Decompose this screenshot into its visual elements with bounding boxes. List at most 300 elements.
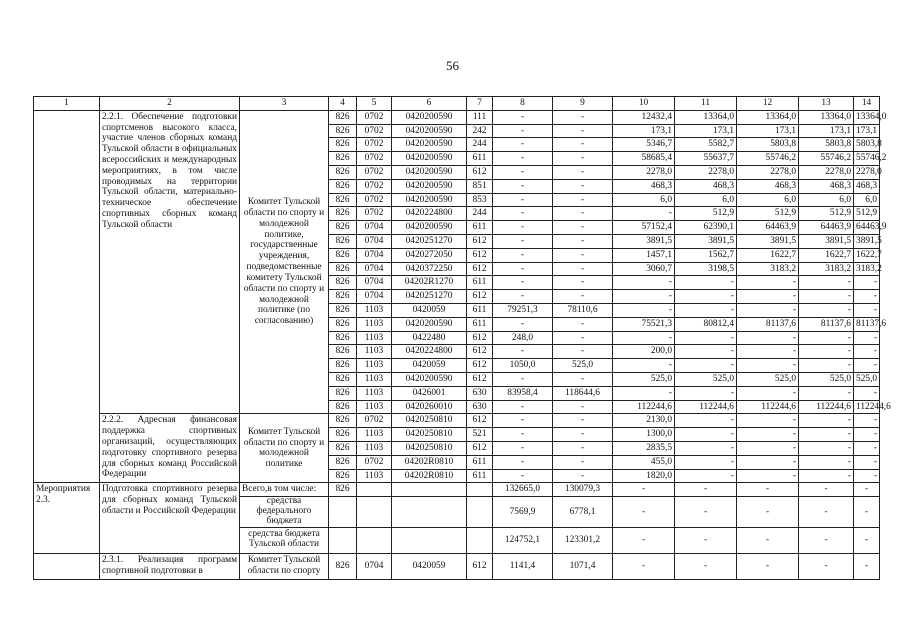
value-cell: 826	[329, 179, 357, 193]
value-cell: 57152,4	[613, 221, 675, 235]
value-cell: 611	[467, 303, 493, 317]
value-cell: 612	[467, 441, 493, 455]
value-cell: 826	[329, 359, 357, 373]
value-cell: -	[799, 276, 854, 290]
activity-description: 2.3.1. Реализация программ спортивной подготовки в	[100, 553, 240, 579]
value-cell: 826	[329, 400, 357, 414]
value-cell: 826	[329, 165, 357, 179]
value-cell: -	[854, 441, 880, 455]
funding-source-label: Всего,в том числе:	[240, 483, 329, 497]
value-cell: 0420224800	[392, 207, 467, 221]
value-cell: 826	[329, 331, 357, 345]
value-cell: 0420059	[392, 359, 467, 373]
value-cell: 826	[329, 317, 357, 331]
value-cell: 173,1	[675, 124, 737, 138]
value-cell: 0420200590	[392, 124, 467, 138]
value-cell: 55746,2	[737, 152, 799, 166]
value-cell: 1300,0	[613, 428, 675, 442]
executor-cell: Комитет Тульской области по спорту и молодежной политике, государственные учреждения, подведомственные комитету Тульской области по спорту и молодежной политике (по согласованию)	[240, 110, 329, 414]
value-cell: -	[493, 124, 553, 138]
value-cell: -	[675, 553, 737, 579]
value-cell: 200,0	[613, 345, 675, 359]
value-cell: 826	[329, 483, 357, 497]
value-cell: -	[799, 469, 854, 483]
executor-cell: Комитет Тульской области по спорту и молодежной политике	[240, 414, 329, 483]
value-cell: 112244,6	[737, 400, 799, 414]
value-cell: -	[493, 193, 553, 207]
value-cell: 3891,5	[675, 234, 737, 248]
value-cell: -	[675, 414, 737, 428]
executor-cell: Комитет Тульской области по спорту	[240, 553, 329, 579]
value-cell: 6778,1	[553, 497, 613, 528]
value-cell: -	[493, 110, 553, 124]
value-cell: 2835,5	[613, 441, 675, 455]
value-cell: 1103	[357, 359, 392, 373]
value-cell: 612	[467, 345, 493, 359]
value-cell: 3198,5	[675, 262, 737, 276]
value-cell: 81137,6	[854, 317, 880, 331]
value-cell: 0704	[357, 290, 392, 304]
value-cell: 0704	[357, 553, 392, 579]
value-cell: 0704	[357, 262, 392, 276]
value-cell: -	[613, 497, 675, 528]
column-header: 4	[329, 97, 357, 111]
value-cell: -	[737, 414, 799, 428]
value-cell: -	[675, 331, 737, 345]
value-cell: 612	[467, 372, 493, 386]
value-cell: 3060,7	[613, 262, 675, 276]
value-cell: 826	[329, 303, 357, 317]
value-cell: -	[854, 276, 880, 290]
value-cell: 826	[329, 455, 357, 469]
value-cell: -	[854, 428, 880, 442]
group-label-cell	[34, 110, 100, 483]
value-cell: -	[553, 234, 613, 248]
value-cell: 12432,4	[613, 110, 675, 124]
value-cell: 5803,8	[854, 138, 880, 152]
value-cell: -	[553, 428, 613, 442]
value-cell: 468,3	[675, 179, 737, 193]
value-cell: 468,3	[799, 179, 854, 193]
value-cell: -	[799, 483, 854, 497]
value-cell: -	[553, 262, 613, 276]
value-cell: -	[493, 276, 553, 290]
value-cell: 0420200590	[392, 221, 467, 235]
value-cell: 1103	[357, 386, 392, 400]
value-cell: 1103	[357, 469, 392, 483]
value-cell: 826	[329, 207, 357, 221]
value-cell: -	[854, 455, 880, 469]
value-cell: 75521,3	[613, 317, 675, 331]
value-cell: 1071,4	[553, 553, 613, 579]
value-cell: -	[737, 303, 799, 317]
value-cell: 3183,2	[854, 262, 880, 276]
value-cell: 04202R0810	[392, 455, 467, 469]
value-cell: 1562,7	[675, 248, 737, 262]
column-header: 12	[737, 97, 799, 111]
value-cell: 826	[329, 193, 357, 207]
value-cell: -	[553, 290, 613, 304]
value-cell: 2278,0	[613, 165, 675, 179]
value-cell: 1622,7	[737, 248, 799, 262]
value-cell: -	[799, 303, 854, 317]
value-cell: 611	[467, 469, 493, 483]
value-cell	[392, 527, 467, 553]
value-cell: 0702	[357, 179, 392, 193]
value-cell: -	[854, 359, 880, 373]
value-cell: 0704	[357, 248, 392, 262]
value-cell: -	[737, 386, 799, 400]
value-cell: -	[675, 527, 737, 553]
column-header: 8	[493, 97, 553, 111]
value-cell: 612	[467, 165, 493, 179]
value-cell: 468,3	[854, 179, 880, 193]
value-cell: 132665,0	[493, 483, 553, 497]
value-cell: -	[799, 553, 854, 579]
value-cell: 826	[329, 248, 357, 262]
value-cell: 78110,6	[553, 303, 613, 317]
value-cell: -	[613, 276, 675, 290]
value-cell: 3891,5	[854, 234, 880, 248]
value-cell: -	[553, 221, 613, 235]
header-row	[34, 97, 880, 111]
value-cell: 5803,8	[737, 138, 799, 152]
column-header: 5	[357, 97, 392, 111]
value-cell: -	[737, 469, 799, 483]
value-cell	[467, 497, 493, 528]
value-cell: -	[493, 345, 553, 359]
value-cell: 0420251270	[392, 290, 467, 304]
value-cell: 2278,0	[799, 165, 854, 179]
value-cell: -	[553, 276, 613, 290]
value-cell: -	[854, 345, 880, 359]
value-cell: 173,1	[799, 124, 854, 138]
measure-description: Подготовка спортивного резерва для сборных команд Тульской области и Российской Федерации	[100, 483, 240, 553]
value-cell: -	[854, 414, 880, 428]
value-cell: -	[493, 414, 553, 428]
value-cell: 0702	[357, 152, 392, 166]
value-cell: -	[675, 455, 737, 469]
value-cell: 1103	[357, 428, 392, 442]
value-cell: -	[493, 290, 553, 304]
value-cell: 7569,9	[493, 497, 553, 528]
value-cell: -	[553, 193, 613, 207]
value-cell: 04202R0810	[392, 469, 467, 483]
value-cell: 64463,9	[799, 221, 854, 235]
value-cell: 55746,2	[854, 152, 880, 166]
value-cell: 826	[329, 386, 357, 400]
value-cell: 826	[329, 110, 357, 124]
value-cell: 1103	[357, 441, 392, 455]
value-cell: 611	[467, 317, 493, 331]
value-cell	[467, 527, 493, 553]
activity-description: 2.2.2. Адресная финансовая поддержка спортивных организаций, осуществляющих подготовку спортивного резерва для сборных команд Российской Федерации	[100, 414, 240, 483]
measure-label: Мероприятия 2.3.	[34, 483, 100, 553]
value-cell: 1103	[357, 400, 392, 414]
value-cell	[392, 497, 467, 528]
value-cell: -	[493, 248, 553, 262]
column-header: 10	[613, 97, 675, 111]
value-cell: 0420250810	[392, 428, 467, 442]
value-cell: 0420224800	[392, 345, 467, 359]
value-cell: 0704	[357, 276, 392, 290]
value-cell: 5803,8	[799, 138, 854, 152]
value-cell: 0702	[357, 193, 392, 207]
activity-description: 2.2.1. Обеспечение подготовки спортсменов высокого класса, участие членов сборных команд Тульской области в официальных всероссийских и международных мероприятиях, в том числе проводимых на территории Тульской области, материально-техническое обеспечение спортивных сборных команд Тульской области	[100, 110, 240, 414]
value-cell	[392, 483, 467, 497]
value-cell: 3891,5	[737, 234, 799, 248]
value-cell: 58685,4	[613, 152, 675, 166]
value-cell: 83958,4	[493, 386, 553, 400]
value-cell: 468,3	[613, 179, 675, 193]
value-cell: 0426001	[392, 386, 467, 400]
value-cell: 3891,5	[613, 234, 675, 248]
value-cell: 826	[329, 553, 357, 579]
value-cell: 612	[467, 414, 493, 428]
value-cell: 244	[467, 207, 493, 221]
value-cell: -	[737, 276, 799, 290]
value-cell: -	[493, 441, 553, 455]
value-cell: -	[675, 276, 737, 290]
value-cell: -	[799, 331, 854, 345]
value-cell: 1103	[357, 303, 392, 317]
value-cell: -	[799, 290, 854, 304]
value-cell: -	[854, 386, 880, 400]
value-cell: 1141,4	[493, 553, 553, 579]
value-cell: -	[854, 303, 880, 317]
value-cell: 3891,5	[799, 234, 854, 248]
value-cell: -	[675, 469, 737, 483]
value-cell: -	[553, 207, 613, 221]
value-cell: 111	[467, 110, 493, 124]
value-cell: 2278,0	[675, 165, 737, 179]
value-cell: -	[854, 331, 880, 345]
value-cell: 6,0	[799, 193, 854, 207]
value-cell: 525,0	[799, 372, 854, 386]
value-cell: -	[553, 414, 613, 428]
value-cell: 826	[329, 262, 357, 276]
value-cell: 173,1	[613, 124, 675, 138]
value-cell: 512,9	[675, 207, 737, 221]
value-cell: -	[613, 386, 675, 400]
value-cell: 612	[467, 359, 493, 373]
column-header: 3	[240, 97, 329, 111]
value-cell: -	[737, 345, 799, 359]
value-cell: 118644,6	[553, 386, 613, 400]
value-cell: 64463,9	[737, 221, 799, 235]
value-cell: -	[613, 303, 675, 317]
value-cell: -	[553, 138, 613, 152]
value-cell: 826	[329, 152, 357, 166]
value-cell: 611	[467, 221, 493, 235]
value-cell: 0702	[357, 455, 392, 469]
value-cell: 512,9	[799, 207, 854, 221]
value-cell: -	[854, 483, 880, 497]
value-cell: 0420260010	[392, 400, 467, 414]
value-cell: 826	[329, 124, 357, 138]
value-cell: 64463,9	[854, 221, 880, 235]
table-body	[34, 97, 891, 580]
value-cell: 0704	[357, 234, 392, 248]
value-cell: -	[553, 152, 613, 166]
value-cell: -	[553, 469, 613, 483]
column-header: 2	[100, 97, 240, 111]
value-cell: -	[613, 207, 675, 221]
value-cell: -	[675, 428, 737, 442]
value-cell: 826	[329, 138, 357, 152]
value-cell: 525,0	[613, 372, 675, 386]
value-cell: -	[675, 497, 737, 528]
value-cell: -	[553, 345, 613, 359]
value-cell: 0420250810	[392, 441, 467, 455]
value-cell: 62390,1	[675, 221, 737, 235]
value-cell: 0702	[357, 110, 392, 124]
value-cell: 81137,6	[737, 317, 799, 331]
value-cell: 6,0	[613, 193, 675, 207]
value-cell: 630	[467, 386, 493, 400]
value-cell: 04202R1270	[392, 276, 467, 290]
value-cell: -	[799, 345, 854, 359]
value-cell: -	[493, 138, 553, 152]
value-cell: -	[553, 124, 613, 138]
value-cell: 0702	[357, 124, 392, 138]
value-cell: 5582,7	[675, 138, 737, 152]
value-cell: -	[799, 414, 854, 428]
value-cell: -	[737, 428, 799, 442]
value-cell: 0420200590	[392, 179, 467, 193]
value-cell: -	[613, 527, 675, 553]
value-cell: 612	[467, 331, 493, 345]
table-row	[34, 414, 880, 428]
value-cell: -	[737, 441, 799, 455]
value-cell: 55637,7	[675, 152, 737, 166]
value-cell: 630	[467, 400, 493, 414]
value-cell: -	[854, 497, 880, 528]
measure-row	[34, 483, 880, 497]
value-cell: 611	[467, 455, 493, 469]
value-cell: -	[613, 483, 675, 497]
value-cell: -	[737, 483, 799, 497]
value-cell: 1050,0	[493, 359, 553, 373]
value-cell: 612	[467, 248, 493, 262]
value-cell: 525,0	[854, 372, 880, 386]
value-cell: -	[493, 221, 553, 235]
value-cell: 0422480	[392, 331, 467, 345]
value-cell: -	[675, 290, 737, 304]
value-cell: 112244,6	[799, 400, 854, 414]
value-cell: 826	[329, 345, 357, 359]
value-cell: -	[613, 359, 675, 373]
value-cell	[467, 483, 493, 497]
value-cell: 468,3	[737, 179, 799, 193]
value-cell: 1103	[357, 317, 392, 331]
value-cell: -	[737, 527, 799, 553]
value-cell: -	[553, 248, 613, 262]
table-row	[34, 110, 880, 124]
value-cell: -	[553, 179, 613, 193]
value-cell: 826	[329, 414, 357, 428]
value-cell: -	[737, 359, 799, 373]
value-cell: -	[493, 455, 553, 469]
value-cell: 3183,2	[737, 262, 799, 276]
value-cell: -	[553, 317, 613, 331]
value-cell: 13364,0	[854, 110, 880, 124]
value-cell: -	[799, 441, 854, 455]
value-cell: 1622,7	[799, 248, 854, 262]
value-cell: 612	[467, 234, 493, 248]
value-cell: -	[493, 469, 553, 483]
value-cell: 123301,2	[553, 527, 613, 553]
column-header: 6	[392, 97, 467, 111]
page-number: 56	[446, 58, 459, 73]
budget-table	[33, 96, 891, 580]
value-cell: 130079,3	[553, 483, 613, 497]
value-cell: -	[553, 400, 613, 414]
value-cell: -	[553, 165, 613, 179]
value-cell: 244	[467, 138, 493, 152]
value-cell: 124752,1	[493, 527, 553, 553]
value-cell: 525,0	[553, 359, 613, 373]
value-cell: -	[675, 345, 737, 359]
value-cell: 173,1	[737, 124, 799, 138]
value-cell: -	[553, 441, 613, 455]
value-cell: 55746,2	[799, 152, 854, 166]
value-cell	[357, 527, 392, 553]
value-cell: 0420059	[392, 303, 467, 317]
value-cell: 0420200590	[392, 138, 467, 152]
value-cell: -	[737, 331, 799, 345]
value-cell: 6,0	[675, 193, 737, 207]
value-cell: 455,0	[613, 455, 675, 469]
value-cell: -	[553, 455, 613, 469]
value-cell: 611	[467, 276, 493, 290]
value-cell: 1457,1	[613, 248, 675, 262]
value-cell: 826	[329, 290, 357, 304]
value-cell: 0702	[357, 138, 392, 152]
value-cell: -	[493, 165, 553, 179]
value-cell: -	[737, 553, 799, 579]
value-cell: -	[799, 428, 854, 442]
value-cell: 1622,7	[854, 248, 880, 262]
value-cell: 0702	[357, 207, 392, 221]
value-cell: 0704	[357, 221, 392, 235]
value-cell: -	[493, 207, 553, 221]
value-cell: 0420251270	[392, 234, 467, 248]
value-cell: -	[854, 553, 880, 579]
value-cell: 826	[329, 221, 357, 235]
value-cell: -	[737, 455, 799, 469]
value-cell: 3183,2	[799, 262, 854, 276]
value-cell: 0420372250	[392, 262, 467, 276]
funding-source-label: средства бюджета Тульской области	[240, 527, 329, 553]
value-cell: 612	[467, 553, 493, 579]
value-cell: -	[799, 455, 854, 469]
value-cell: -	[675, 441, 737, 455]
value-cell: 851	[467, 179, 493, 193]
value-cell: -	[553, 331, 613, 345]
value-cell: 611	[467, 152, 493, 166]
value-cell: 173,1	[854, 124, 880, 138]
value-cell: 1103	[357, 331, 392, 345]
value-cell: 112244,6	[675, 400, 737, 414]
value-cell: 0420200590	[392, 165, 467, 179]
value-cell: -	[553, 110, 613, 124]
value-cell: 0420059	[392, 553, 467, 579]
value-cell: 826	[329, 372, 357, 386]
value-cell	[329, 527, 357, 553]
value-cell	[329, 497, 357, 528]
value-cell: 2130,0	[613, 414, 675, 428]
